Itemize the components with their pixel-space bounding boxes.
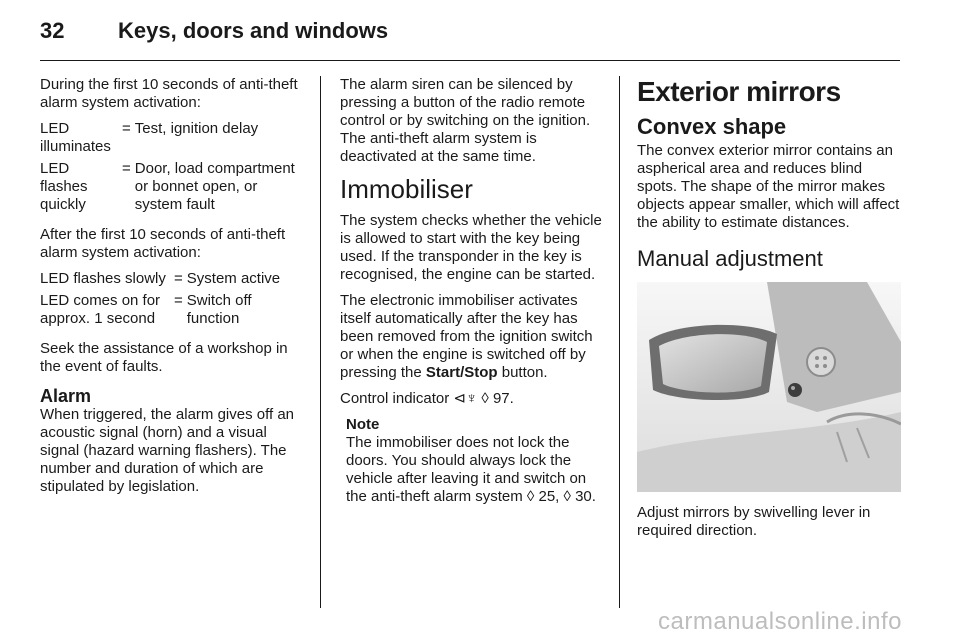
column-right — [637, 76, 902, 548]
led-term: LED illuminates — [40, 120, 111, 155]
chapter-title: Keys, doors and windows — [118, 18, 389, 43]
exterior-mirrors-heading: Exterior mirrors — [637, 76, 841, 107]
equals-sign: = — [122, 120, 131, 137]
convex-shape-heading: Convex shape — [637, 114, 787, 139]
adjust-mirror-text: Adjust mirrors by swivelling lever in required direction. — [637, 504, 871, 539]
alarm-text: When triggered, the alarm gives off an acoustic signal (horn) and a visual signal (hazard warning flashers). The number and duration of which are stipulated by legislation. — [40, 406, 295, 495]
table-row — [40, 160, 306, 218]
column-divider — [619, 76, 620, 608]
start-stop-label: Start/Stop — [425, 364, 498, 381]
intro-first-10-seconds: During the first 10 seconds of anti-theft alarm system activation: — [40, 76, 298, 111]
led-description: System active — [186, 270, 281, 287]
led-description: Switch off function — [186, 292, 252, 327]
column-middle — [340, 76, 604, 506]
convex-shape-text: The convex exterior mirror contains an aspherical area and reduces blind spots. The shape of the mirror makes objects appear smaller, which will affect the ability to estimate distances. — [637, 142, 900, 231]
activation-text-pre: The electronic immobiliser activates itself automatically after the key has been removed from the ignition switch or when the engine is switched off by pressing the — [340, 292, 593, 381]
page-header — [40, 16, 900, 56]
immobiliser-heading: Immobiliser — [340, 174, 473, 204]
mirror-adjustment-illustration — [637, 282, 901, 492]
equals-sign: = — [122, 160, 131, 177]
table-row — [40, 120, 306, 160]
note-title: Note — [346, 416, 380, 433]
led-description: Door, load compartment or bonnet open, or system fault — [134, 160, 295, 213]
table-row — [40, 292, 306, 332]
immobiliser-text: The system checks whether the vehicle is allowed to start with the key being used. If the transponder in the key is recognised, the engine can be started. — [340, 212, 602, 283]
equals-sign: = — [174, 292, 183, 309]
activation-text-post: button. — [497, 364, 548, 381]
column-left — [40, 76, 306, 504]
header-rule — [40, 60, 900, 61]
intro-after-10-seconds: After the first 10 seconds of anti-theft alarm system activation: — [40, 226, 286, 261]
mirror-illustration-svg — [637, 282, 901, 492]
siren-text: The alarm siren can be silenced by pressing a button of the radio remote control or by switching on the ignition. The anti-theft alarm system is deactivated at the same time. — [340, 76, 591, 165]
led-term: LED flashes slowly — [40, 270, 166, 287]
immobiliser-activation-text — [340, 292, 604, 382]
led-term: LED comes on for approx. 1 second — [40, 292, 161, 327]
led-table-initial — [40, 120, 306, 218]
led-table-active — [40, 270, 306, 332]
indicator-label: Control indicator — [340, 390, 454, 407]
led-term: LED flashes quickly — [40, 160, 88, 213]
note-block — [346, 416, 604, 506]
page-number: 32 — [40, 18, 65, 43]
note-text: The immobiliser does not lock the doors. You should always lock the vehicle after leaving it and switch on the anti-theft alarm system ◊ 25, ◊ 30. — [346, 434, 596, 505]
manual-adjustment-heading: Manual adjustment — [637, 246, 823, 271]
column-divider — [320, 76, 321, 608]
control-indicator-line — [340, 390, 604, 408]
workshop-assist-text: Seek the assistance of a workshop in the event of faults. — [40, 340, 288, 375]
indicator-page-ref: ◊ 97. — [477, 390, 514, 407]
table-row — [40, 270, 306, 292]
alarm-heading: Alarm — [40, 386, 92, 406]
led-description: Test, ignition delay — [134, 120, 259, 137]
watermark-text: carmanualsonline.info — [658, 608, 902, 635]
immobiliser-indicator-icon: ⊲♆ — [453, 390, 478, 407]
equals-sign: = — [174, 270, 183, 287]
